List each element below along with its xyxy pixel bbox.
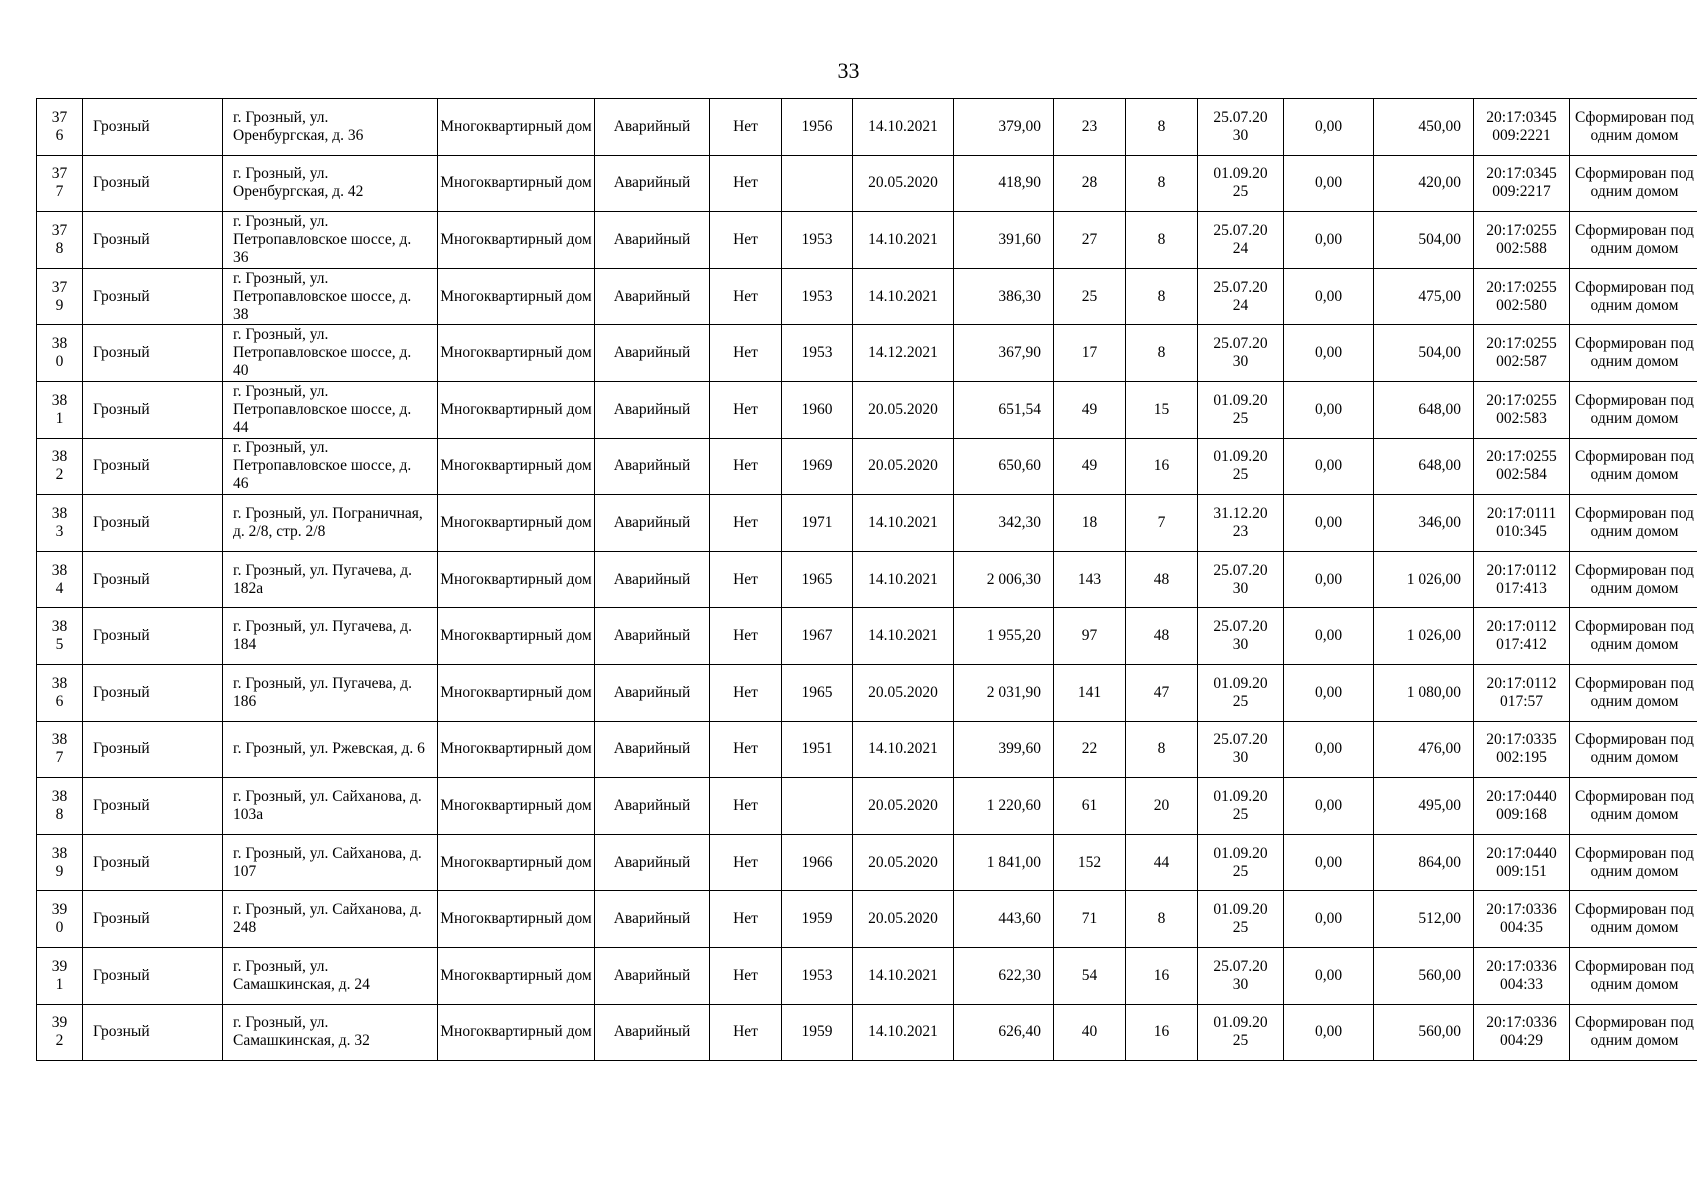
- residents-cell: 22: [1054, 721, 1126, 778]
- new-area-cell: 864,00: [1374, 834, 1474, 891]
- flag-cell: Нет: [710, 268, 782, 325]
- address-cell: г. Грозный, ул. Оренбургская, д. 36: [223, 99, 438, 156]
- residents-cell: 40: [1054, 1004, 1126, 1061]
- year-built-cell: [782, 778, 853, 835]
- residents-cell: 49: [1054, 438, 1126, 495]
- building-type-cell: Многоквартирный дом: [438, 325, 595, 382]
- year-built-cell: 1965: [782, 664, 853, 721]
- apartments-cell: 8: [1126, 891, 1198, 948]
- year-built-cell: 1960: [782, 381, 853, 438]
- apartments-cell: 48: [1126, 551, 1198, 608]
- city-cell: Грозный: [83, 891, 223, 948]
- residents-cell: 23: [1054, 99, 1126, 156]
- recognition-date-cell: 20.05.2020: [853, 834, 954, 891]
- building-type-cell: Многоквартирный дом: [438, 268, 595, 325]
- residents-cell: 27: [1054, 212, 1126, 269]
- land-plot-note-cell: Сформирован под одним домом: [1570, 721, 1697, 778]
- city-cell: Грозный: [83, 325, 223, 382]
- area-cell: 1 841,00: [954, 834, 1054, 891]
- row-number: 390: [37, 891, 83, 948]
- city-cell: Грозный: [83, 495, 223, 552]
- table-row: [37, 99, 1697, 156]
- residents-cell: 61: [1054, 778, 1126, 835]
- table-row: [37, 947, 1697, 1004]
- row-number: 378: [37, 212, 83, 269]
- land-plot-note-cell: Сформирован под одним домом: [1570, 664, 1697, 721]
- residents-cell: 54: [1054, 947, 1126, 1004]
- address-cell: г. Грозный, ул. Оренбургская, д. 42: [223, 155, 438, 212]
- resettlement-deadline-cell: 25.07.2024: [1198, 268, 1284, 325]
- zero-value-cell: 0,00: [1284, 778, 1374, 835]
- cadastral-number-cell: 20:17:0111010:345: [1474, 495, 1570, 552]
- flag-cell: Нет: [710, 947, 782, 1004]
- area-cell: 379,00: [954, 99, 1054, 156]
- zero-value-cell: 0,00: [1284, 551, 1374, 608]
- apartments-cell: 15: [1126, 381, 1198, 438]
- address-cell: г. Грозный, ул. Сайханова, д. 103а: [223, 778, 438, 835]
- year-built-cell: 1953: [782, 268, 853, 325]
- land-plot-note-cell: Сформирован под одним домом: [1570, 608, 1697, 665]
- address-cell: г. Грозный, ул. Петропавловское шоссе, д. 36: [223, 212, 438, 269]
- zero-value-cell: 0,00: [1284, 664, 1374, 721]
- flag-cell: Нет: [710, 664, 782, 721]
- recognition-date-cell: 14.10.2021: [853, 608, 954, 665]
- new-area-cell: 450,00: [1374, 99, 1474, 156]
- zero-value-cell: 0,00: [1284, 891, 1374, 948]
- year-built-cell: 1971: [782, 495, 853, 552]
- zero-value-cell: 0,00: [1284, 834, 1374, 891]
- year-built-cell: 1967: [782, 608, 853, 665]
- cadastral-number-cell: 20:17:0440009:151: [1474, 834, 1570, 891]
- recognition-date-cell: 14.12.2021: [853, 325, 954, 382]
- residents-cell: 28: [1054, 155, 1126, 212]
- row-number: 383: [37, 495, 83, 552]
- table-row: [37, 155, 1697, 212]
- recognition-date-cell: 14.10.2021: [853, 268, 954, 325]
- resettlement-deadline-cell: 25.07.2030: [1198, 551, 1284, 608]
- apartments-cell: 8: [1126, 155, 1198, 212]
- cadastral-number-cell: 20:17:0345009:2217: [1474, 155, 1570, 212]
- zero-value-cell: 0,00: [1284, 721, 1374, 778]
- status-cell: Аварийный: [595, 212, 710, 269]
- status-cell: Аварийный: [595, 608, 710, 665]
- address-cell: г. Грозный, ул. Пугачева, д. 186: [223, 664, 438, 721]
- building-type-cell: Многоквартирный дом: [438, 778, 595, 835]
- page-number: 33: [837, 58, 860, 83]
- flag-cell: Нет: [710, 438, 782, 495]
- new-area-cell: 648,00: [1374, 438, 1474, 495]
- residents-cell: 152: [1054, 834, 1126, 891]
- row-number: 380: [37, 325, 83, 382]
- table-row: [37, 325, 1697, 382]
- cadastral-number-cell: 20:17:0255002:583: [1474, 381, 1570, 438]
- land-plot-note-cell: Сформирован под одним домом: [1570, 1004, 1697, 1061]
- resettlement-deadline-cell: 01.09.2025: [1198, 155, 1284, 212]
- city-cell: Грозный: [83, 212, 223, 269]
- status-cell: Аварийный: [595, 325, 710, 382]
- row-number: 376: [37, 99, 83, 156]
- recognition-date-cell: 14.10.2021: [853, 1004, 954, 1061]
- apartments-cell: 8: [1126, 721, 1198, 778]
- recognition-date-cell: 20.05.2020: [853, 438, 954, 495]
- residents-cell: 49: [1054, 381, 1126, 438]
- zero-value-cell: 0,00: [1284, 99, 1374, 156]
- area-cell: 386,30: [954, 268, 1054, 325]
- registry-body: [37, 99, 1697, 1061]
- new-area-cell: 560,00: [1374, 947, 1474, 1004]
- new-area-cell: 504,00: [1374, 212, 1474, 269]
- building-type-cell: Многоквартирный дом: [438, 608, 595, 665]
- address-cell: г. Грозный, ул. Пугачева, д. 182а: [223, 551, 438, 608]
- row-number: 377: [37, 155, 83, 212]
- row-number: 386: [37, 664, 83, 721]
- cadastral-number-cell: 20:17:0112017:412: [1474, 608, 1570, 665]
- table-row: [37, 721, 1697, 778]
- city-cell: Грозный: [83, 608, 223, 665]
- status-cell: Аварийный: [595, 834, 710, 891]
- row-number: 391: [37, 947, 83, 1004]
- cadastral-number-cell: 20:17:0345009:2221: [1474, 99, 1570, 156]
- zero-value-cell: 0,00: [1284, 947, 1374, 1004]
- apartments-cell: 48: [1126, 608, 1198, 665]
- recognition-date-cell: 14.10.2021: [853, 495, 954, 552]
- table-row: [37, 438, 1697, 495]
- recognition-date-cell: 14.10.2021: [853, 212, 954, 269]
- land-plot-note-cell: Сформирован под одним домом: [1570, 834, 1697, 891]
- address-cell: г. Грозный, ул. Самашкинская, д. 32: [223, 1004, 438, 1061]
- status-cell: Аварийный: [595, 495, 710, 552]
- resettlement-deadline-cell: 25.07.2024: [1198, 212, 1284, 269]
- recognition-date-cell: 20.05.2020: [853, 155, 954, 212]
- residents-cell: 18: [1054, 495, 1126, 552]
- land-plot-note-cell: Сформирован под одним домом: [1570, 438, 1697, 495]
- housing-registry-table: [36, 98, 1697, 1061]
- flag-cell: Нет: [710, 155, 782, 212]
- building-type-cell: Многоквартирный дом: [438, 438, 595, 495]
- area-cell: 1 220,60: [954, 778, 1054, 835]
- flag-cell: Нет: [710, 551, 782, 608]
- status-cell: Аварийный: [595, 891, 710, 948]
- new-area-cell: 475,00: [1374, 268, 1474, 325]
- apartments-cell: 8: [1126, 325, 1198, 382]
- apartments-cell: 16: [1126, 438, 1198, 495]
- row-number: 392: [37, 1004, 83, 1061]
- building-type-cell: Многоквартирный дом: [438, 834, 595, 891]
- status-cell: Аварийный: [595, 551, 710, 608]
- apartments-cell: 20: [1126, 778, 1198, 835]
- row-number: 382: [37, 438, 83, 495]
- land-plot-note-cell: Сформирован под одним домом: [1570, 325, 1697, 382]
- zero-value-cell: 0,00: [1284, 438, 1374, 495]
- building-type-cell: Многоквартирный дом: [438, 212, 595, 269]
- cadastral-number-cell: 20:17:0336004:35: [1474, 891, 1570, 948]
- recognition-date-cell: 14.10.2021: [853, 99, 954, 156]
- status-cell: Аварийный: [595, 778, 710, 835]
- status-cell: Аварийный: [595, 1004, 710, 1061]
- zero-value-cell: 0,00: [1284, 608, 1374, 665]
- cadastral-number-cell: 20:17:0112017:57: [1474, 664, 1570, 721]
- resettlement-deadline-cell: 01.09.2025: [1198, 891, 1284, 948]
- flag-cell: Нет: [710, 99, 782, 156]
- year-built-cell: 1953: [782, 947, 853, 1004]
- row-number: 385: [37, 608, 83, 665]
- new-area-cell: 512,00: [1374, 891, 1474, 948]
- new-area-cell: 476,00: [1374, 721, 1474, 778]
- zero-value-cell: 0,00: [1284, 381, 1374, 438]
- row-number: 388: [37, 778, 83, 835]
- new-area-cell: 420,00: [1374, 155, 1474, 212]
- status-cell: Аварийный: [595, 155, 710, 212]
- recognition-date-cell: 20.05.2020: [853, 891, 954, 948]
- cadastral-number-cell: 20:17:0255002:580: [1474, 268, 1570, 325]
- land-plot-note-cell: Сформирован под одним домом: [1570, 551, 1697, 608]
- resettlement-deadline-cell: 25.07.2030: [1198, 99, 1284, 156]
- land-plot-note-cell: Сформирован под одним домом: [1570, 495, 1697, 552]
- table-row: [37, 268, 1697, 325]
- building-type-cell: Многоквартирный дом: [438, 99, 595, 156]
- address-cell: г. Грозный, ул. Сайханова, д. 107: [223, 834, 438, 891]
- city-cell: Грозный: [83, 721, 223, 778]
- city-cell: Грозный: [83, 381, 223, 438]
- building-type-cell: Многоквартирный дом: [438, 495, 595, 552]
- city-cell: Грозный: [83, 99, 223, 156]
- recognition-date-cell: 14.10.2021: [853, 551, 954, 608]
- new-area-cell: 1 026,00: [1374, 608, 1474, 665]
- area-cell: 367,90: [954, 325, 1054, 382]
- building-type-cell: Многоквартирный дом: [438, 947, 595, 1004]
- new-area-cell: 1 026,00: [1374, 551, 1474, 608]
- cadastral-number-cell: 20:17:0255002:588: [1474, 212, 1570, 269]
- building-type-cell: Многоквартирный дом: [438, 721, 595, 778]
- row-number: 387: [37, 721, 83, 778]
- residents-cell: 71: [1054, 891, 1126, 948]
- table-row: [37, 551, 1697, 608]
- resettlement-deadline-cell: 01.09.2025: [1198, 664, 1284, 721]
- table-row: [37, 664, 1697, 721]
- status-cell: Аварийный: [595, 664, 710, 721]
- cadastral-number-cell: 20:17:0335002:195: [1474, 721, 1570, 778]
- land-plot-note-cell: Сформирован под одним домом: [1570, 947, 1697, 1004]
- year-built-cell: 1965: [782, 551, 853, 608]
- cadastral-number-cell: 20:17:0255002:584: [1474, 438, 1570, 495]
- area-cell: 1 955,20: [954, 608, 1054, 665]
- new-area-cell: 495,00: [1374, 778, 1474, 835]
- resettlement-deadline-cell: 25.07.2030: [1198, 325, 1284, 382]
- residents-cell: 143: [1054, 551, 1126, 608]
- status-cell: Аварийный: [595, 721, 710, 778]
- city-cell: Грозный: [83, 664, 223, 721]
- year-built-cell: 1953: [782, 212, 853, 269]
- table-row: [37, 212, 1697, 269]
- flag-cell: Нет: [710, 495, 782, 552]
- zero-value-cell: 0,00: [1284, 268, 1374, 325]
- area-cell: 443,60: [954, 891, 1054, 948]
- area-cell: 2 006,30: [954, 551, 1054, 608]
- table-row: [37, 608, 1697, 665]
- year-built-cell: 1959: [782, 1004, 853, 1061]
- cadastral-number-cell: 20:17:0112017:413: [1474, 551, 1570, 608]
- cadastral-number-cell: 20:17:0336004:29: [1474, 1004, 1570, 1061]
- resettlement-deadline-cell: 01.09.2025: [1198, 438, 1284, 495]
- city-cell: Грозный: [83, 551, 223, 608]
- city-cell: Грозный: [83, 1004, 223, 1061]
- row-number: 381: [37, 381, 83, 438]
- address-cell: г. Грозный, ул. Самашкинская, д. 24: [223, 947, 438, 1004]
- land-plot-note-cell: Сформирован под одним домом: [1570, 268, 1697, 325]
- area-cell: 418,90: [954, 155, 1054, 212]
- area-cell: 622,30: [954, 947, 1054, 1004]
- new-area-cell: 560,00: [1374, 1004, 1474, 1061]
- address-cell: г. Грозный, ул. Ржевская, д. 6: [223, 721, 438, 778]
- flag-cell: Нет: [710, 721, 782, 778]
- recognition-date-cell: 20.05.2020: [853, 664, 954, 721]
- year-built-cell: 1959: [782, 891, 853, 948]
- building-type-cell: Многоквартирный дом: [438, 664, 595, 721]
- building-type-cell: Многоквартирный дом: [438, 891, 595, 948]
- status-cell: Аварийный: [595, 381, 710, 438]
- flag-cell: Нет: [710, 608, 782, 665]
- area-cell: 650,60: [954, 438, 1054, 495]
- residents-cell: 97: [1054, 608, 1126, 665]
- land-plot-note-cell: Сформирован под одним домом: [1570, 381, 1697, 438]
- resettlement-deadline-cell: 01.09.2025: [1198, 1004, 1284, 1061]
- city-cell: Грозный: [83, 778, 223, 835]
- table-row: [37, 891, 1697, 948]
- resettlement-deadline-cell: 01.09.2025: [1198, 381, 1284, 438]
- zero-value-cell: 0,00: [1284, 1004, 1374, 1061]
- address-cell: г. Грозный, ул. Петропавловское шоссе, д. 46: [223, 438, 438, 495]
- table-row: [37, 778, 1697, 835]
- city-cell: Грозный: [83, 438, 223, 495]
- recognition-date-cell: 20.05.2020: [853, 381, 954, 438]
- year-built-cell: 1969: [782, 438, 853, 495]
- row-number: 384: [37, 551, 83, 608]
- resettlement-deadline-cell: 25.07.2030: [1198, 721, 1284, 778]
- apartments-cell: 47: [1126, 664, 1198, 721]
- building-type-cell: Многоквартирный дом: [438, 155, 595, 212]
- year-built-cell: [782, 155, 853, 212]
- flag-cell: Нет: [710, 325, 782, 382]
- row-number: 379: [37, 268, 83, 325]
- area-cell: 391,60: [954, 212, 1054, 269]
- row-number: 389: [37, 834, 83, 891]
- cadastral-number-cell: 20:17:0255002:587: [1474, 325, 1570, 382]
- apartments-cell: 16: [1126, 947, 1198, 1004]
- apartments-cell: 7: [1126, 495, 1198, 552]
- resettlement-deadline-cell: 25.07.2030: [1198, 947, 1284, 1004]
- area-cell: 399,60: [954, 721, 1054, 778]
- address-cell: г. Грозный, ул. Пограничная, д. 2/8, стр. 2/8: [223, 495, 438, 552]
- year-built-cell: 1956: [782, 99, 853, 156]
- zero-value-cell: 0,00: [1284, 495, 1374, 552]
- area-cell: 2 031,90: [954, 664, 1054, 721]
- resettlement-deadline-cell: 01.09.2025: [1198, 834, 1284, 891]
- flag-cell: Нет: [710, 1004, 782, 1061]
- year-built-cell: 1953: [782, 325, 853, 382]
- new-area-cell: 504,00: [1374, 325, 1474, 382]
- apartments-cell: 8: [1126, 99, 1198, 156]
- address-cell: г. Грозный, ул. Петропавловское шоссе, д. 38: [223, 268, 438, 325]
- table-row: [37, 495, 1697, 552]
- apartments-cell: 8: [1126, 212, 1198, 269]
- year-built-cell: 1951: [782, 721, 853, 778]
- city-cell: Грозный: [83, 268, 223, 325]
- residents-cell: 25: [1054, 268, 1126, 325]
- land-plot-note-cell: Сформирован под одним домом: [1570, 891, 1697, 948]
- table-row: [37, 1004, 1697, 1061]
- area-cell: 651,54: [954, 381, 1054, 438]
- recognition-date-cell: 20.05.2020: [853, 778, 954, 835]
- zero-value-cell: 0,00: [1284, 155, 1374, 212]
- flag-cell: Нет: [710, 212, 782, 269]
- new-area-cell: 346,00: [1374, 495, 1474, 552]
- zero-value-cell: 0,00: [1284, 325, 1374, 382]
- cadastral-number-cell: 20:17:0440009:168: [1474, 778, 1570, 835]
- resettlement-deadline-cell: 25.07.2030: [1198, 608, 1284, 665]
- land-plot-note-cell: Сформирован под одним домом: [1570, 155, 1697, 212]
- land-plot-note-cell: Сформирован под одним домом: [1570, 99, 1697, 156]
- residents-cell: 141: [1054, 664, 1126, 721]
- cadastral-number-cell: 20:17:0336004:33: [1474, 947, 1570, 1004]
- resettlement-deadline-cell: 01.09.2025: [1198, 778, 1284, 835]
- flag-cell: Нет: [710, 778, 782, 835]
- resettlement-deadline-cell: 31.12.2023: [1198, 495, 1284, 552]
- residents-cell: 17: [1054, 325, 1126, 382]
- status-cell: Аварийный: [595, 268, 710, 325]
- table-row: [37, 381, 1697, 438]
- building-type-cell: Многоквартирный дом: [438, 551, 595, 608]
- area-cell: 626,40: [954, 1004, 1054, 1061]
- city-cell: Грозный: [83, 947, 223, 1004]
- apartments-cell: 16: [1126, 1004, 1198, 1061]
- building-type-cell: Многоквартирный дом: [438, 1004, 595, 1061]
- recognition-date-cell: 14.10.2021: [853, 721, 954, 778]
- address-cell: г. Грозный, ул. Сайханова, д. 248: [223, 891, 438, 948]
- table-row: [37, 834, 1697, 891]
- new-area-cell: 1 080,00: [1374, 664, 1474, 721]
- flag-cell: Нет: [710, 381, 782, 438]
- status-cell: Аварийный: [595, 438, 710, 495]
- apartments-cell: 8: [1126, 268, 1198, 325]
- recognition-date-cell: 14.10.2021: [853, 947, 954, 1004]
- city-cell: Грозный: [83, 155, 223, 212]
- address-cell: г. Грозный, ул. Петропавловское шоссе, д. 44: [223, 381, 438, 438]
- address-cell: г. Грозный, ул. Петропавловское шоссе, д. 40: [223, 325, 438, 382]
- area-cell: 342,30: [954, 495, 1054, 552]
- new-area-cell: 648,00: [1374, 381, 1474, 438]
- status-cell: Аварийный: [595, 99, 710, 156]
- status-cell: Аварийный: [595, 947, 710, 1004]
- year-built-cell: 1966: [782, 834, 853, 891]
- city-cell: Грозный: [83, 834, 223, 891]
- flag-cell: Нет: [710, 834, 782, 891]
- address-cell: г. Грозный, ул. Пугачева, д. 184: [223, 608, 438, 665]
- land-plot-note-cell: Сформирован под одним домом: [1570, 212, 1697, 269]
- land-plot-note-cell: Сформирован под одним домом: [1570, 778, 1697, 835]
- flag-cell: Нет: [710, 891, 782, 948]
- building-type-cell: Многоквартирный дом: [438, 381, 595, 438]
- zero-value-cell: 0,00: [1284, 212, 1374, 269]
- apartments-cell: 44: [1126, 834, 1198, 891]
